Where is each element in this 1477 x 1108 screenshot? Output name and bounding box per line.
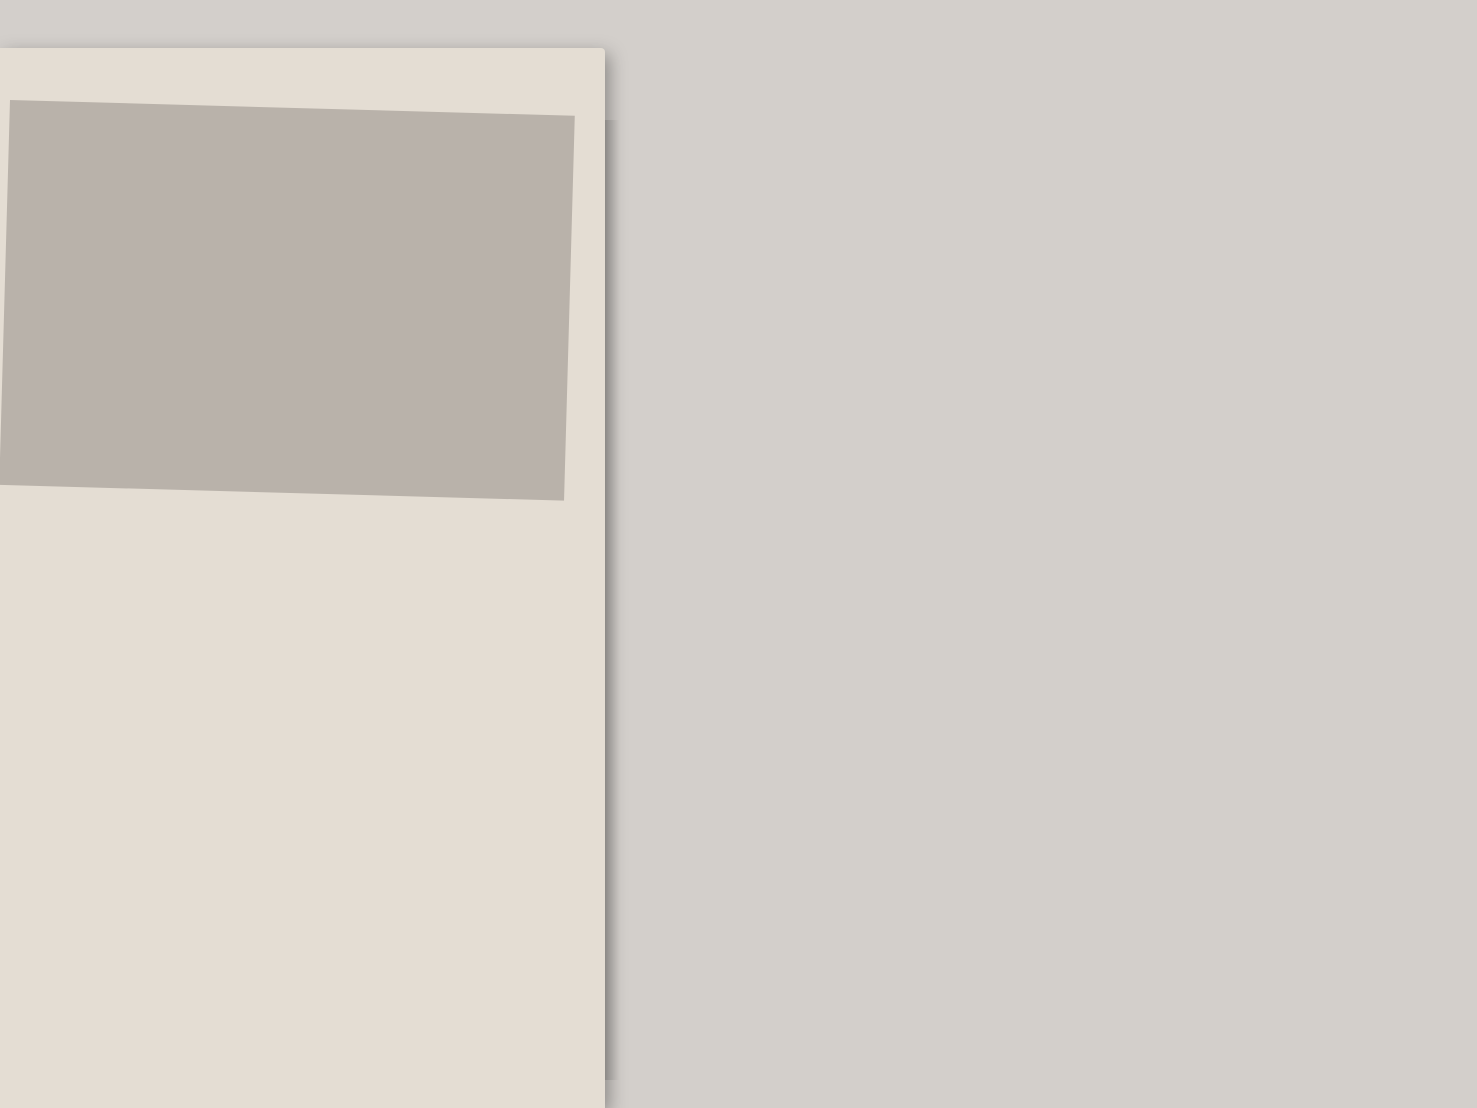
about-body	[31, 129, 552, 144]
about-title	[9, 128, 574, 144]
about-tuttle-box	[0, 100, 575, 501]
left-page	[0, 48, 605, 1108]
about-subtitle	[9, 128, 574, 144]
